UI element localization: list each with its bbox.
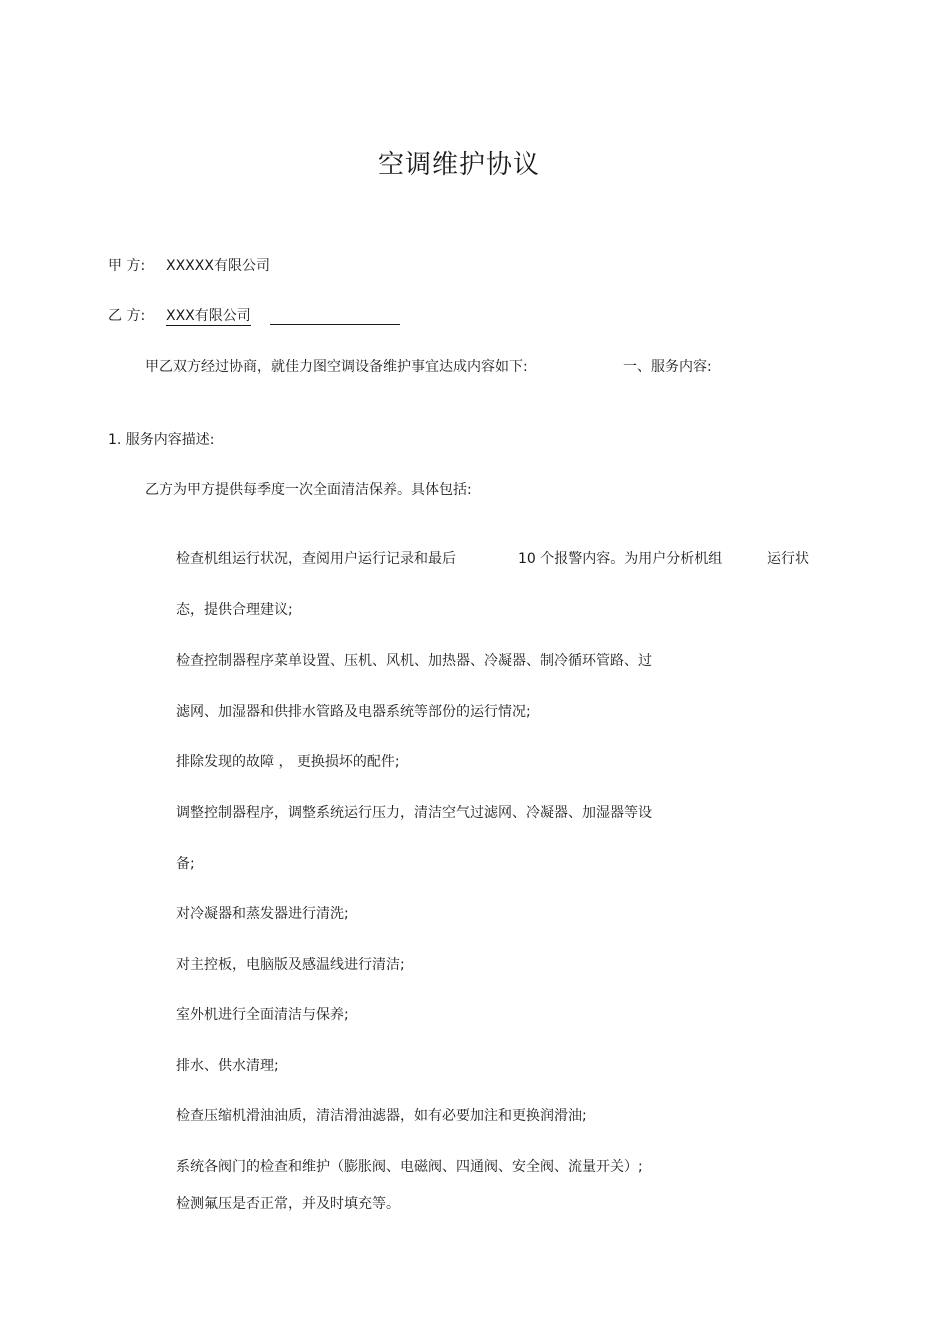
task-5: 对冷凝器和蒸发器进行清洗; [176, 906, 349, 922]
task-11: 检测氟压是否正常，并及时填充等。 [176, 1196, 400, 1212]
task-9: 检查压缩机滑油油质，清洁滑油滤器，如有必要加注和更换润滑油; [176, 1108, 587, 1124]
party-a-name: XXXXX有限公司 [166, 258, 270, 274]
intro-line: 甲乙双方经过协商，就佳力图空调设备维护事宜达成内容如下: [145, 359, 528, 375]
task-1-part-3: 运行状 [767, 551, 809, 567]
item-one-intro: 乙方为甲方提供每季度一次全面清洁保养。具体包括: [145, 482, 472, 498]
party-b-name: XXX有限公司 [166, 308, 251, 324]
task-7: 室外机进行全面清洁与保养; [176, 1007, 349, 1023]
task-8: 排水、供水清理; [176, 1058, 279, 1074]
task-3: 排除发现的故障 ， 更换损坏的配件; [176, 754, 400, 770]
party-a-line [108, 257, 270, 275]
task-4-line-2: 备; [176, 856, 195, 872]
party-b-blank-underline [270, 324, 400, 325]
party-b-label: 乙 方: [108, 308, 146, 324]
document-title: 空调维护协议 [377, 150, 540, 180]
task-2-line-2: 滤网、加湿器和供排水管路及电器系统等部份的运行情况; [176, 704, 531, 720]
party-a-label: 甲 方: [108, 258, 146, 274]
task-1-continued: 态，提供合理建议; [176, 602, 293, 618]
task-10: 系统各阀门的检查和维护（膨胀阀、电磁阀、四通阀、安全阀、流量开关）; [176, 1159, 643, 1175]
task-1-part-2: 10 个报警内容。为用户分析机组 [518, 551, 723, 567]
item-one-heading: 1. 服务内容描述: [108, 432, 215, 448]
task-2-line-1: 检查控制器程序菜单设置、压机、风机、加热器、冷凝器、制冷循环管路、过 [176, 653, 652, 669]
task-1-part-1: 检查机组运行状况，查阅用户运行记录和最后 [176, 551, 456, 567]
party-b-line [108, 307, 251, 325]
task-4-line-1: 调整控制器程序，调整系统运行压力，清洁空气过滤网、冷凝器、加湿器等设 [176, 805, 652, 821]
task-6: 对主控板，电脑版及感温线进行清洁; [176, 957, 405, 973]
section-one-heading: 一、服务内容: [623, 359, 712, 375]
